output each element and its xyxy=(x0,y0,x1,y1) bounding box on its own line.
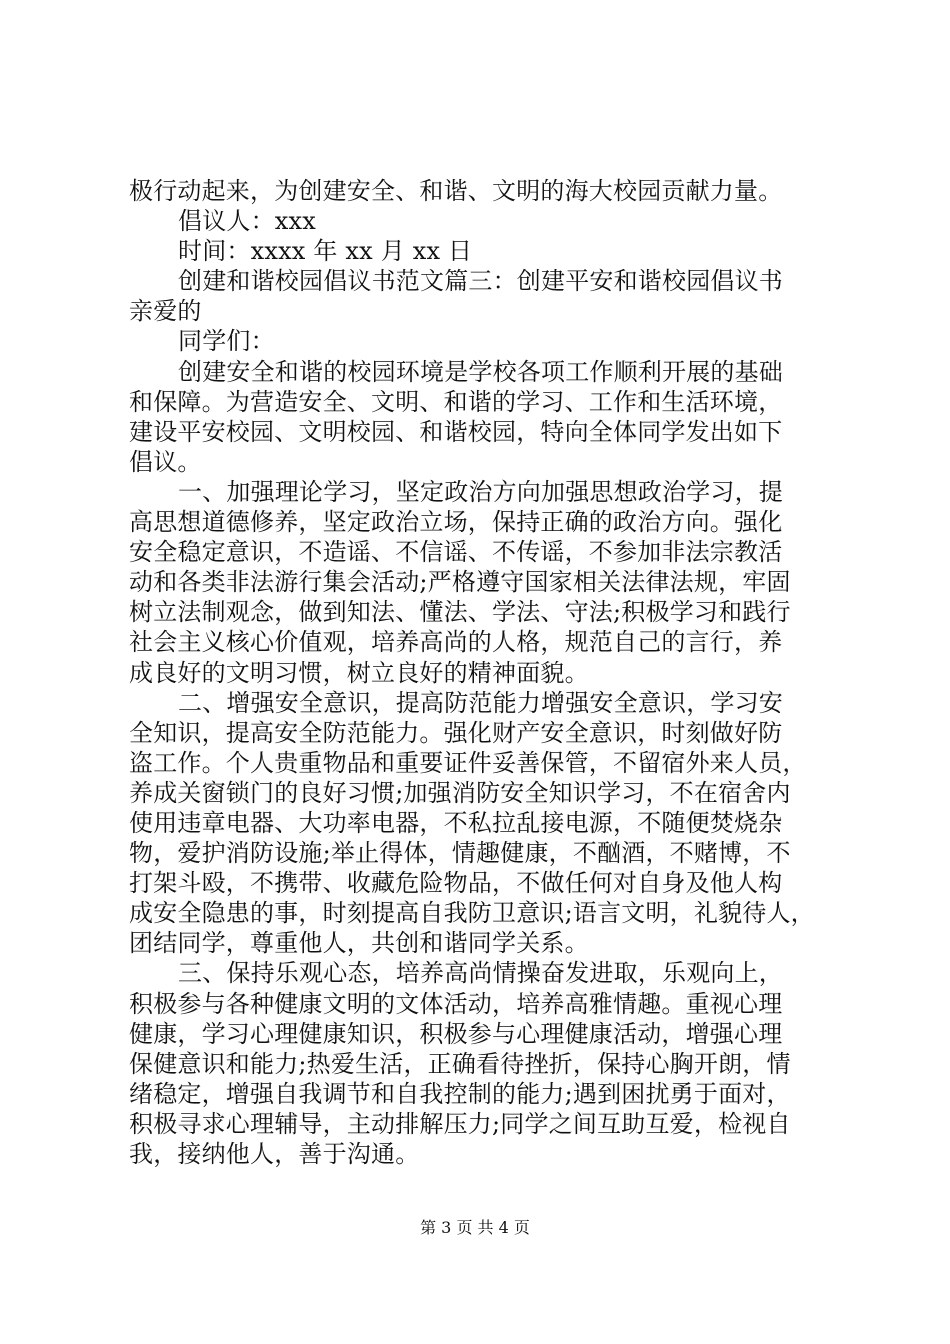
text-line: 养成关窗锁门的良好习惯;加强消防安全知识学习，不在宿舍内 xyxy=(129,778,791,807)
paragraph-start: 一、加强理论学习，坚定政治方向加强思想政治学习，提 xyxy=(178,477,783,506)
text-line: 保健意识和能力;热爱生活，正确看待挫折，保持心胸开朗，情 xyxy=(129,1049,791,1078)
salutation: 同学们： xyxy=(178,327,275,356)
text-line: 盗工作。个人贵重物品和重要证件妥善保管，不留宿外来人员， xyxy=(129,748,807,777)
text-line: 倡议。 xyxy=(129,447,202,476)
date-line: 时间：xxxx 年 xx 月 xx 日 xyxy=(178,237,473,266)
paragraph-start: 二、增强安全意识，提高防范能力增强安全意识，学习安 xyxy=(178,688,783,717)
text-line: 团结同学，尊重他人，共创和谐同学关系。 xyxy=(129,929,589,958)
text-line: 亲爱的 xyxy=(129,297,202,326)
signer-line: 倡议人：xxx xyxy=(178,207,317,236)
text-line: 极行动起来，为创建安全、和谐、文明的海大校园贡献力量。 xyxy=(129,177,783,205)
text-line: 我，接纳他人，善于沟通。 xyxy=(129,1140,420,1168)
text-line: 健康，学习心理健康知识，积极参与心理健康活动，增强心理 xyxy=(129,1019,783,1048)
text-line: 积极参与各种健康文明的文体活动，培养高雅情趣。重视心理 xyxy=(129,989,783,1018)
text-line: 和保障。为营造安全、文明、和谐的学习、工作和生活环境， xyxy=(129,387,783,416)
text-line: 物，爱护消防设施;举止得体，情趣健康，不酗酒，不赌博，不 xyxy=(129,839,791,868)
text-line: 使用违章电器、大功率电器，不私拉乱接电源，不随便焚烧杂 xyxy=(129,808,783,837)
text-line: 高思想道德修养，坚定政治立场，保持正确的政治方向。强化 xyxy=(129,508,783,537)
text-line: 社会主义核心价值观，培养高尚的人格，规范自己的言行，养 xyxy=(129,628,783,657)
section-title: 创建和谐校园倡议书范文篇三：创建平安和谐校园倡议书 xyxy=(178,267,783,296)
text-line: 打架斗殴，不携带、收藏危险物品，不做任何对自身及他人构 xyxy=(129,869,783,898)
page-number-footer: 第 3 页 共 4 页 xyxy=(420,1218,530,1237)
text-line: 成安全隐患的事，时刻提高自我防卫意识;语言文明，礼貌待人， xyxy=(129,899,815,928)
paragraph-start: 创建安全和谐的校园环境是学校各项工作顺利开展的基础 xyxy=(178,357,783,386)
text-line: 成良好的文明习惯，树立良好的精神面貌。 xyxy=(129,658,589,687)
text-line: 安全稳定意识，不造谣、不信谣、不传谣，不参加非法宗教活 xyxy=(129,538,783,567)
text-line: 绪稳定，增强自我调节和自我控制的能力;遇到困扰勇于面对， xyxy=(129,1079,791,1108)
text-line: 动和各类非法游行集会活动;严格遵守国家相关法律法规，牢固 xyxy=(129,568,791,597)
text-line: 积极寻求心理辅导，主动排解压力;同学之间互助互爱，检视自 xyxy=(129,1109,791,1138)
text-line: 全知识，提高安全防范能力。强化财产安全意识，时刻做好防 xyxy=(129,718,783,747)
text-line: 树立法制观念，做到知法、懂法、学法、守法;积极学习和践行 xyxy=(129,598,791,627)
text-line: 建设平安校园、文明校园、和谐校园，特向全体同学发出如下 xyxy=(129,417,783,446)
paragraph-start: 三、保持乐观心态，培养高尚情操奋发进取，乐观向上， xyxy=(178,959,783,988)
document-body xyxy=(129,176,831,1169)
